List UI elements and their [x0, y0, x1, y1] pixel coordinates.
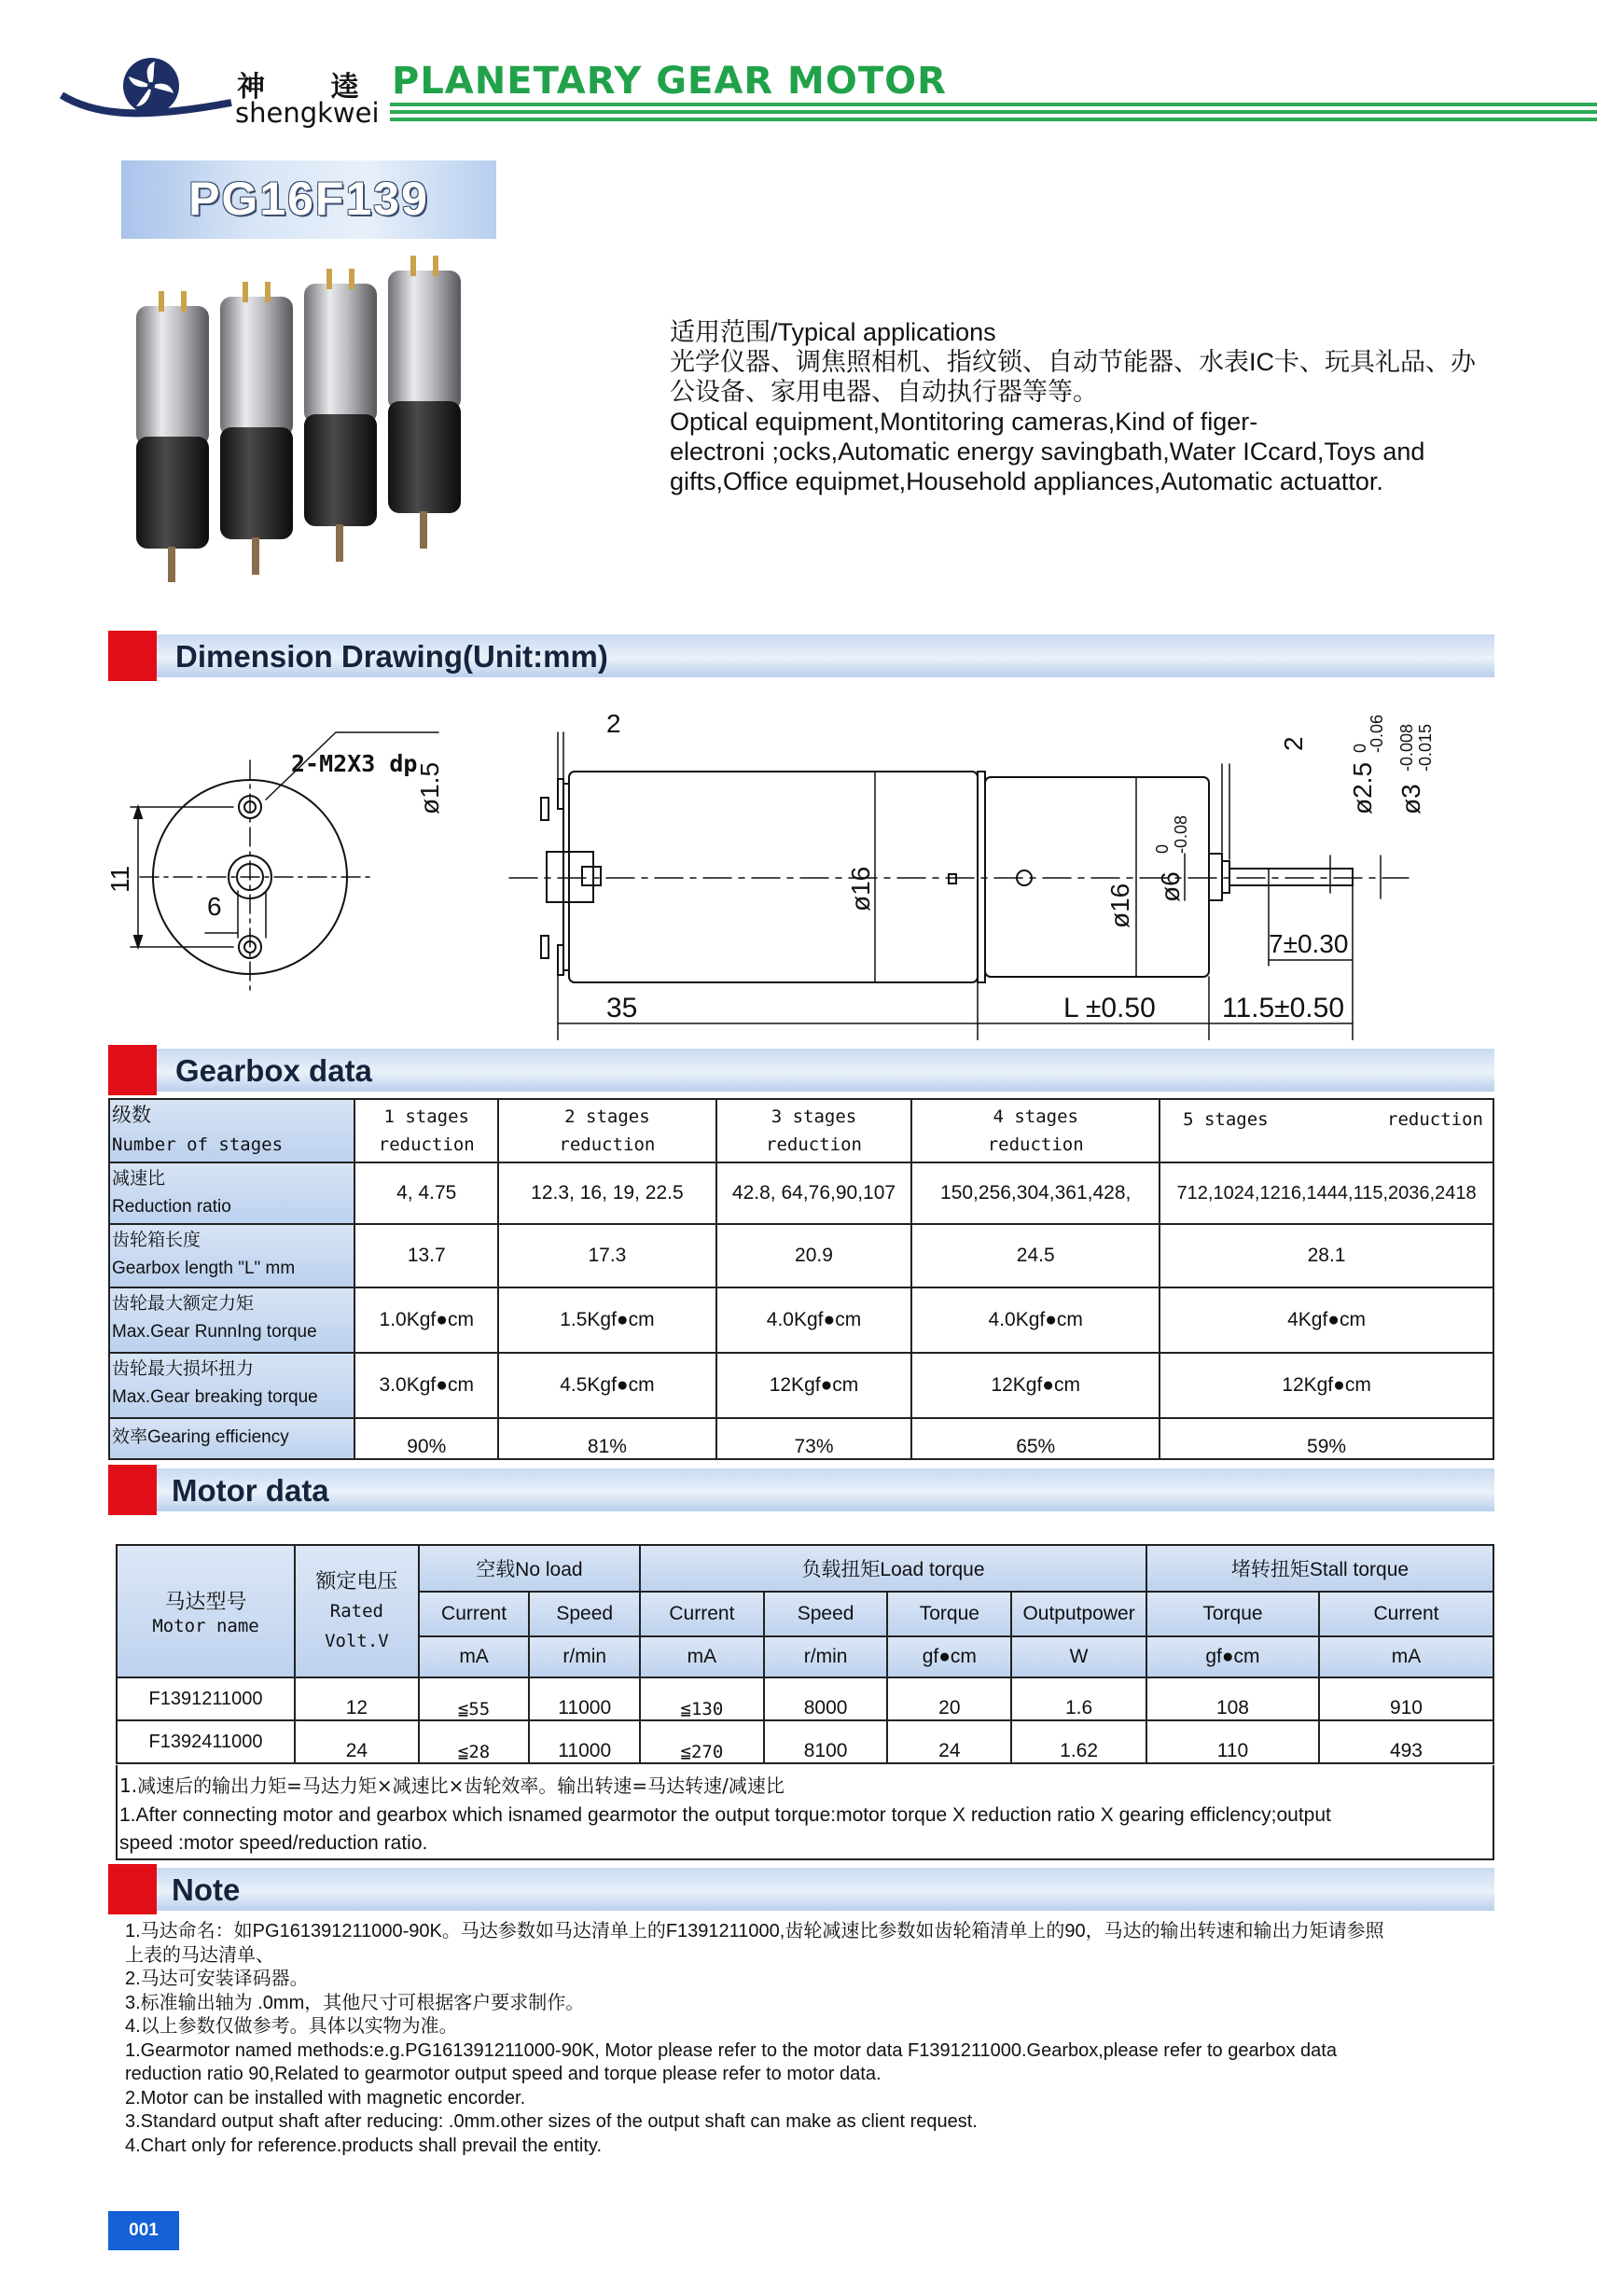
table-cell: 493 — [1319, 1720, 1493, 1763]
formula-en: 1.After connecting motor and gearbox which isnamed gearmotor the output torque:motor torque X reduction ratio X gearing efficlency;output — [119, 1804, 1331, 1826]
section-title: Dimension Drawing(Unit:mm) — [175, 639, 608, 674]
note-line: 3.标准输出轴为 .0mm，其他尺寸可根据客户要求制作。 — [125, 1992, 585, 2013]
table-row — [109, 1418, 1493, 1459]
unit-header: r/min — [529, 1636, 640, 1677]
table-cell: 65% — [911, 1418, 1160, 1459]
table-cell: 17.3 — [498, 1224, 716, 1287]
table-cell: 3.0Kgf●cm — [354, 1353, 498, 1418]
table-cell: 1.5Kgf●cm — [498, 1287, 716, 1353]
motor-name: F1391211000 — [117, 1677, 295, 1720]
sub-header: Torque — [887, 1592, 1011, 1636]
table-cell: 90% — [354, 1418, 498, 1459]
label-d16-gearbox: ø16 — [1105, 883, 1134, 928]
dimension-drawing — [103, 695, 1502, 1040]
table-cell: ≦130 — [640, 1677, 764, 1720]
motor-name-header: 马达型号 Motor name — [117, 1545, 295, 1677]
note-line: 1.Gearmotor named methods:e.g.PG161391211000-90K, Motor please refer to the motor data F1391211000.Gearbox,please refer to gearbox data — [125, 2039, 1337, 2061]
table-cell: 1.0Kgf●cm — [354, 1287, 498, 1353]
label-length-l: L ±0.50 — [1063, 993, 1156, 1023]
model-badge — [121, 160, 496, 239]
sub-header: Current — [1319, 1592, 1493, 1636]
sub-header: Torque — [1146, 1592, 1319, 1636]
applications-line: Optical equipment,Montitoring cameras,Kind of figer- — [670, 408, 1258, 436]
applications-line: gifts,Office equipmet,Household appliances,Automatic actuattor. — [670, 467, 1383, 495]
label-length-7: 7±0.30 — [1269, 929, 1349, 958]
stage-cell: 2 stages reduction — [498, 1099, 716, 1162]
table-cell: 28.1 — [1160, 1224, 1493, 1287]
table-cell: 110 — [1146, 1720, 1319, 1763]
table-cell: 42.8, 64,76,90,107 — [716, 1162, 912, 1224]
note-line: 2.马达可安装译码器。 — [125, 1969, 309, 1989]
table-row — [109, 1224, 1493, 1287]
label-d6-tol-bottom: -0.08 — [1172, 814, 1190, 854]
table-cell: 910 — [1319, 1677, 1493, 1720]
table-row — [109, 1099, 1493, 1162]
applications-line: electroni ;ocks,Automatic energy savingbath,Water ICcard,Toys and — [670, 438, 1425, 466]
note-line: 4.以上参数仅做参考。具体以实物为准。 — [125, 2016, 458, 2037]
table-cell: 12Kgf●cm — [911, 1353, 1160, 1418]
label-d6-tol-top: 0 — [1153, 843, 1172, 854]
sub-header: Speed — [764, 1592, 888, 1636]
page-number: 001 — [108, 2211, 179, 2250]
table-cell: 73% — [716, 1418, 912, 1459]
label-height-11: 11 — [105, 865, 134, 893]
table-cell: 24.5 — [911, 1224, 1160, 1287]
unit-header: r/min — [764, 1636, 888, 1677]
section-title: Motor data — [172, 1473, 329, 1508]
table-cell: 12.3, 16, 19, 22.5 — [498, 1162, 716, 1224]
table-cell: 12Kgf●cm — [1160, 1353, 1493, 1418]
row-label: 级数 Number of stages — [109, 1099, 354, 1162]
applications-line: 公设备、家用电器、自动执行器等等。 — [670, 378, 1098, 406]
motor-name: F1392411000 — [117, 1720, 295, 1763]
table-cell: 8100 — [764, 1720, 888, 1763]
sub-header: Current — [419, 1592, 530, 1636]
unit-header: gf●cm — [1146, 1636, 1319, 1677]
model-number: PG16F139 — [188, 173, 429, 225]
product-photo — [121, 250, 513, 614]
gearbox-table — [108, 1098, 1494, 1460]
notes-list — [125, 1920, 1487, 2158]
label-mounting-holes: 2-M2X3 dp — [291, 750, 418, 777]
table-cell: 1.6 — [1011, 1677, 1146, 1720]
table-cell: 11000 — [529, 1720, 640, 1763]
table-cell: 4.5Kgf●cm — [498, 1353, 716, 1418]
brand-name-cn: 神 逵 — [237, 71, 387, 104]
stage-cell: 1 stages reduction — [354, 1099, 498, 1162]
torque-formula — [116, 1765, 1494, 1860]
brand-logo — [58, 54, 235, 129]
applications-line: 光学仪器、调焦照相机、指纹锁、自动节能器、水表IC卡、玩具礼品、办 — [670, 348, 1476, 376]
table-cell: 1.62 — [1011, 1720, 1146, 1763]
label-top-2: 2 — [606, 709, 621, 738]
table-cell: 81% — [498, 1418, 716, 1459]
table-row — [109, 1353, 1493, 1418]
note-line: 上表的马达清单、 — [125, 1944, 274, 1966]
label-d3-tol-top: -0.008 — [1397, 723, 1416, 772]
label-d2-5-tol-bottom: -0.06 — [1368, 714, 1386, 753]
row-label: 减速比 Reduction ratio — [109, 1162, 354, 1224]
label-length-11-5: 11.5±0.50 — [1222, 993, 1345, 1023]
table-cell: 12Kgf●cm — [716, 1353, 912, 1418]
row-label: 齿轮箱长度 Gearbox length "L" mm — [109, 1224, 354, 1287]
table-cell: ≦270 — [640, 1720, 764, 1763]
table-cell: 4.0Kgf●cm — [911, 1287, 1160, 1353]
note-line: 3.Standard output shaft after reducing: .0mm.other sizes of the output shaft can make as client request. — [125, 2111, 978, 2132]
unit-header: mA — [1319, 1636, 1493, 1677]
row-label: 效率Gearing efficiency — [109, 1418, 354, 1459]
section-dimension — [108, 631, 1494, 681]
brand-name-en: shengkwei — [235, 97, 380, 129]
table-cell: 12 — [295, 1677, 419, 1720]
table-cell: 13.7 — [354, 1224, 498, 1287]
rated-volt-header: 额定电压 Rated Volt.V — [295, 1545, 419, 1677]
note-line: 4.Chart only for reference.products shall prevail the entity. — [125, 2135, 602, 2156]
label-d16-motor: ø16 — [846, 866, 875, 911]
table-cell: 108 — [1146, 1677, 1319, 1720]
unit-header: mA — [640, 1636, 764, 1677]
header-rule — [390, 103, 1597, 131]
formula-en: speed :motor speed/reduction ratio. — [119, 1832, 428, 1854]
sub-header: Speed — [529, 1592, 640, 1636]
no-load-header: 空载No load — [419, 1545, 640, 1592]
label-width-6: 6 — [207, 892, 222, 921]
section-gearbox — [108, 1045, 1494, 1095]
table-cell: 150,256,304,361,428, — [911, 1162, 1160, 1224]
table-cell: 20 — [887, 1677, 1011, 1720]
row-label: 齿轮最大损坏扭力 Max.Gear breaking torque — [109, 1353, 354, 1418]
stage-cell: 5 stages reduction — [1160, 1099, 1493, 1162]
table-row — [117, 1677, 1493, 1720]
table-row — [109, 1287, 1493, 1353]
applications-heading: 适用范围/Typical applications — [670, 318, 996, 346]
label-d3: ø3 — [1396, 784, 1425, 814]
label-d2-5: ø2.5 — [1348, 761, 1377, 814]
sub-header: Outputpower — [1011, 1592, 1146, 1636]
label-d1-5: ø1.5 — [415, 761, 444, 814]
stage-cell: 3 stages reduction — [716, 1099, 912, 1162]
load-torque-header: 负载扭矩Load torque — [640, 1545, 1146, 1592]
motor-table — [116, 1544, 1494, 1764]
unit-header: gf●cm — [887, 1636, 1011, 1677]
note-line: 1.马达命名：如PG161391211000-90K。马达参数如马达清单上的F1391211000,齿轮减速比参数如齿轮箱清单上的90，马达的输出转速和输出力矩请参照 — [125, 1921, 1384, 1941]
stall-torque-header: 堵转扭矩Stall torque — [1146, 1545, 1493, 1592]
table-cell: ≦28 — [419, 1720, 530, 1763]
note-line: reduction ratio 90,Related to gearmotor output speed and torque please refer to motor data. — [125, 2064, 882, 2084]
table-row — [117, 1720, 1493, 1763]
typical-applications — [670, 317, 1491, 496]
table-cell: 24 — [887, 1720, 1011, 1763]
table-cell: 59% — [1160, 1418, 1493, 1459]
label-d6: ø6 — [1156, 871, 1185, 902]
label-d3-tol-bottom: -0.015 — [1416, 723, 1435, 772]
sub-header: Current — [640, 1592, 764, 1636]
table-cell: 4Kgf●cm — [1160, 1287, 1493, 1353]
section-motor — [108, 1465, 1494, 1515]
table-cell: 11000 — [529, 1677, 640, 1720]
section-note — [108, 1864, 1494, 1914]
label-right-2: 2 — [1279, 736, 1308, 751]
label-length-35: 35 — [606, 993, 638, 1023]
formula-cn: 1.减速后的输出力矩=马达力矩×减速比×齿轮效率。输出转速=马达转速/减速比 — [119, 1774, 785, 1797]
stage-cell: 4 stages reduction — [911, 1099, 1160, 1162]
unit-header: mA — [419, 1636, 530, 1677]
table-cell: 24 — [295, 1720, 419, 1763]
section-title: Gearbox data — [175, 1053, 372, 1088]
document-title: PLANETARY GEAR MOTOR — [392, 60, 947, 103]
table-cell: 20.9 — [716, 1224, 912, 1287]
note-line: 2.Motor can be installed with magnetic encorder. — [125, 2087, 526, 2108]
unit-header: W — [1011, 1636, 1146, 1677]
table-cell: ≦55 — [419, 1677, 530, 1720]
row-label: 齿轮最大额定力矩 Max.Gear RunnIng torque — [109, 1287, 354, 1353]
table-cell: 712,1024,1216,1444,115,2036,2418 — [1160, 1162, 1493, 1224]
table-cell: 4.0Kgf●cm — [716, 1287, 912, 1353]
table-cell: 8000 — [764, 1677, 888, 1720]
table-cell: 4, 4.75 — [354, 1162, 498, 1224]
section-title: Note — [172, 1872, 241, 1907]
label-d2-5-tol-top: 0 — [1351, 743, 1369, 753]
table-row — [109, 1162, 1493, 1224]
